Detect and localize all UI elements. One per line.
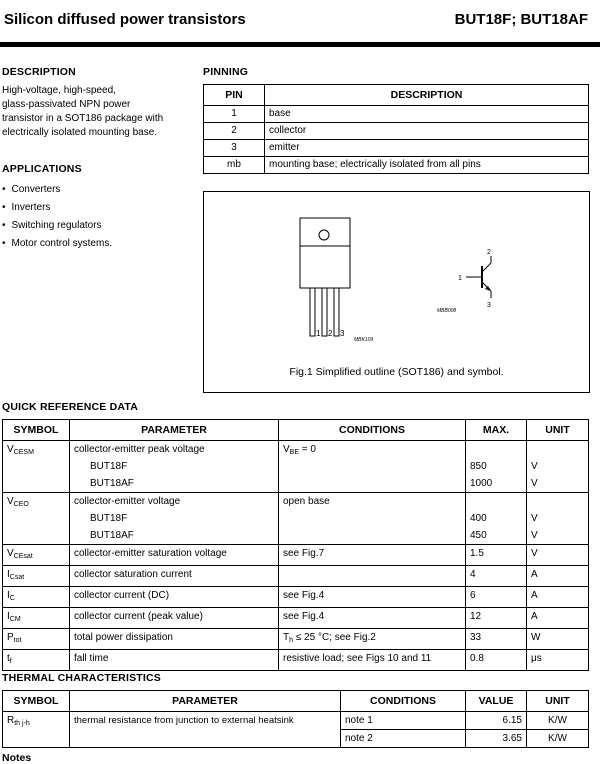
table-row <box>204 106 589 123</box>
max-cell: 1.5 <box>466 545 527 566</box>
description-line: electrically isolated mounting base. <box>2 127 158 138</box>
figure-caption: Fig.1 Simplified outline (SOT186) and symbol. <box>289 366 504 378</box>
conditions-cell <box>279 566 466 587</box>
column-header: DESCRIPTION <box>265 85 589 106</box>
column-header: SYMBOL <box>3 420 70 441</box>
list-item: • Switching regulators <box>2 217 112 235</box>
table-row <box>3 629 589 650</box>
outline-code: MBK109 <box>354 337 374 343</box>
thermal-table <box>2 690 589 748</box>
symbol-pin-3: 3 <box>487 302 491 309</box>
quick-reference-table <box>2 419 589 671</box>
unit-cell: A <box>527 566 589 587</box>
table-row <box>204 123 589 140</box>
max-cell: 12 <box>466 608 527 629</box>
conditions-cell: see Fig.4 <box>279 608 466 629</box>
table-row <box>3 441 589 493</box>
npn-transistor-symbol <box>466 256 491 298</box>
table-row <box>3 587 589 608</box>
column-header: UNIT <box>527 420 589 441</box>
parameter-cell: collector-emitter voltage BUT18F BUT18AF <box>70 493 279 545</box>
symbol-cell: $R_{th j-h}$ <box>3 712 70 748</box>
pinning-table <box>203 84 589 174</box>
column-header: MAX. <box>466 420 527 441</box>
table-header-row <box>204 85 589 106</box>
symbol-cell: $I_C$ <box>3 587 70 608</box>
unit-cell: A <box>527 587 589 608</box>
unit-cell: K/W <box>527 712 589 730</box>
description-text <box>2 84 163 140</box>
description-line: transistor in a SOT186 package with <box>2 113 164 124</box>
unit-cell: V <box>527 545 589 566</box>
table-row <box>3 650 589 671</box>
conditions-cell: resistive load; see Figs 10 and 11 <box>279 650 466 671</box>
table-row <box>3 493 589 545</box>
pin-number: 2 <box>204 123 265 140</box>
unit-cell: K/W <box>527 730 589 748</box>
lead-label-3: 3 <box>340 329 345 338</box>
max-cell: 4 <box>466 566 527 587</box>
applications-heading: APPLICATIONS <box>2 163 82 175</box>
part-number: BUT18F; BUT18AF <box>454 11 588 28</box>
conditions-cell: open base <box>279 493 466 545</box>
column-header: VALUE <box>466 691 527 712</box>
table-row <box>204 140 589 157</box>
max-cell: 400 450 <box>466 493 527 545</box>
symbol-code: MBB008 <box>437 308 457 314</box>
column-header: PIN <box>204 85 265 106</box>
column-header: SYMBOL <box>3 691 70 712</box>
parameter-cell: fall time <box>70 650 279 671</box>
list-item: • Inverters <box>2 199 112 217</box>
table-row <box>3 608 589 629</box>
package-outline-drawing <box>204 192 589 362</box>
parameter-cell: collector saturation current <box>70 566 279 587</box>
lead-3 <box>334 288 339 336</box>
symbol-cell: $V_{CEsat}$ <box>3 545 70 566</box>
parameter-cell: collector-emitter saturation voltage <box>70 545 279 566</box>
pin-description: collector <box>265 123 589 140</box>
parameter-cell: thermal resistance from junction to external heatsink <box>70 712 341 748</box>
column-header: CONDITIONS <box>341 691 466 712</box>
max-cell: 0.8 <box>466 650 527 671</box>
lead-2 <box>322 288 327 336</box>
conditions-cell: note 1 <box>341 712 466 730</box>
parameter-cell: collector current (DC) <box>70 587 279 608</box>
table-header-row <box>3 691 589 712</box>
parameter-cell: collector current (peak value) <box>70 608 279 629</box>
parameter-cell: total power dissipation <box>70 629 279 650</box>
pin-description: emitter <box>265 140 589 157</box>
conditions-cell: $V_{BE} = 0$ <box>279 441 466 493</box>
conditions-cell: see Fig.7 <box>279 545 466 566</box>
table-row <box>204 157 589 174</box>
conditions-cell: note 2 <box>341 730 466 748</box>
table-row <box>3 566 589 587</box>
quick-reference-heading: QUICK REFERENCE DATA <box>2 401 139 413</box>
pin-description: base <box>265 106 589 123</box>
notes-heading: Notes <box>2 752 32 764</box>
table-header-row <box>3 420 589 441</box>
package-body <box>300 246 350 288</box>
unit-cell: V V <box>527 493 589 545</box>
applications-list <box>2 181 112 253</box>
table-row <box>3 712 589 730</box>
unit-cell: W <box>527 629 589 650</box>
table-row <box>3 545 589 566</box>
conditions-cell: $T_h \le 25$ °C; see Fig.2 <box>279 629 466 650</box>
column-header: UNIT <box>527 691 589 712</box>
thermal-heading: THERMAL CHARACTERISTICS <box>2 672 161 684</box>
pin-number: 3 <box>204 140 265 157</box>
symbol-pin-2: 2 <box>487 249 491 256</box>
unit-cell: V V <box>527 441 589 493</box>
pin-description: mounting base; electrically isolated from all pins <box>265 157 589 174</box>
symbol-cell: $V_{CESM}$ <box>3 441 70 493</box>
value-cell: 3.65 <box>466 730 527 748</box>
mounting-hole <box>319 230 329 240</box>
parameter-cell: collector-emitter peak voltage BUT18F BUT18AF <box>70 441 279 493</box>
lead-label-2: 2 <box>328 329 333 338</box>
pin-number: mb <box>204 157 265 174</box>
unit-cell: μs <box>527 650 589 671</box>
document-title: Silicon diffused power transistors <box>4 11 246 28</box>
unit-cell: A <box>527 608 589 629</box>
symbol-cell: $I_{CM}$ <box>3 608 70 629</box>
value-cell: 6.15 <box>466 712 527 730</box>
lead-label-1: 1 <box>316 329 321 338</box>
description-heading: DESCRIPTION <box>2 66 76 78</box>
pinning-heading: PINNING <box>203 66 249 78</box>
max-cell: 33 <box>466 629 527 650</box>
symbol-cell: $P_{tot}$ <box>3 629 70 650</box>
pin-number: 1 <box>204 106 265 123</box>
description-line: High-voltage, high-speed, <box>2 85 116 96</box>
column-header: PARAMETER <box>70 420 279 441</box>
list-item: • Converters <box>2 181 112 199</box>
symbol-cell: $V_{CEO}$ <box>3 493 70 545</box>
list-item: • Motor control systems. <box>2 235 112 253</box>
conditions-cell: see Fig.4 <box>279 587 466 608</box>
max-cell: 6 <box>466 587 527 608</box>
header-rule <box>0 42 600 47</box>
symbol-pin-1: 1 <box>458 275 462 282</box>
column-header: PARAMETER <box>70 691 341 712</box>
lead-1 <box>310 288 315 336</box>
description-line: glass-passivated NPN power <box>2 99 131 110</box>
symbol-cell: $t_f$ <box>3 650 70 671</box>
column-header: CONDITIONS <box>279 420 466 441</box>
figure-box <box>203 191 590 393</box>
symbol-cell: $I_{Csat}$ <box>3 566 70 587</box>
max-cell: 850 1000 <box>466 441 527 493</box>
